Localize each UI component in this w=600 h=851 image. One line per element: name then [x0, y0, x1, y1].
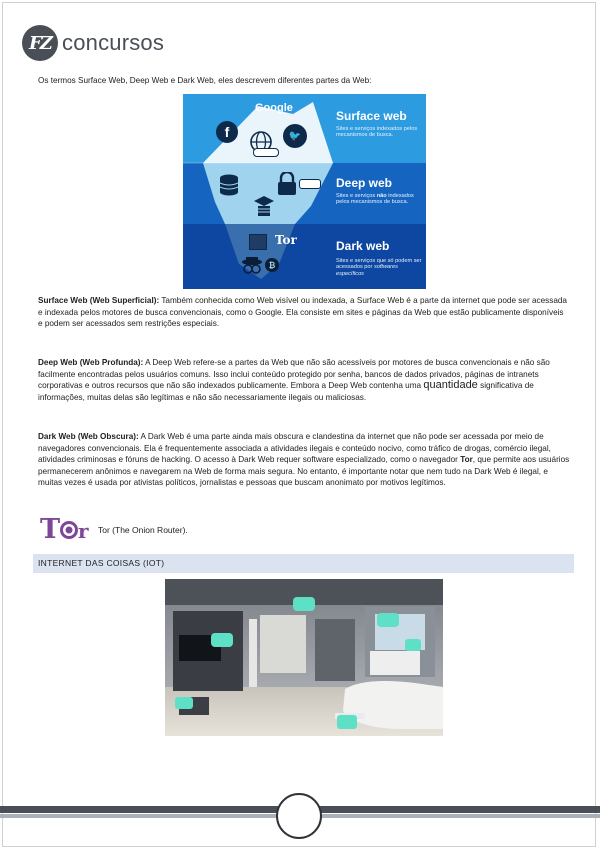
svg-text:r: r	[78, 519, 89, 543]
deep-web-desc-part2: indexados pelos mecanismos de busca.	[336, 193, 414, 206]
dark-web-text-1: A Dark Web é uma parte ainda mais obscura e clandestina da internet que não pode ser acessada por meio de navegadores convencionais. Ela é frequentemente associada a atividades ilegais e conteúdo nocivo, como tráfico de drogas, comércio ilegal, atividades criminosas e fóruns de hacking. O acesso à Dark Web requer software especializado, como o navegador	[38, 432, 551, 464]
deep-web-text-1: A Deep Web refere-se a partes da Web que não são acessíveis por motores de busca convencionais e não são facilmente encontradas pelos usuários comuns. Isso inclui conteúdo protegido por senha, bancos de dados privados, páginas de intranets corporativas e outros recursos que não são indexados publicamente. Embora a Deep Web contenha uma	[38, 358, 550, 390]
tor-label: Tor	[275, 233, 297, 247]
surface-web-paragraph	[38, 295, 570, 330]
section-title: INTERNET DAS COISAS (IOT)	[38, 558, 165, 568]
wifi-icon-lamp	[293, 597, 315, 611]
wifi-icon-ac	[377, 613, 399, 627]
google-logo: Google	[255, 102, 293, 114]
wifi-icon-tv	[211, 633, 233, 647]
logo	[22, 25, 164, 61]
dark-web-term: Dark Web (Web Obscura):	[38, 432, 139, 441]
wifi-icon-speaker	[405, 639, 421, 651]
deep-web-term: Deep Web (Web Profunda):	[38, 358, 144, 367]
browser-window-icon	[249, 234, 267, 250]
deep-web-text-big: quantidade	[423, 379, 478, 391]
dark-web-title: Dark web	[336, 239, 390, 253]
tor-caption: Tor (The Onion Router).	[98, 525, 188, 535]
dark-web-desc	[336, 258, 422, 277]
dark-web-tor: Tor	[460, 455, 473, 464]
deep-web-text-2: significativa de informações, muitas delas são legítimas e não são necessariamente ilegais ou maliciosas.	[38, 381, 534, 402]
section-header	[33, 554, 574, 573]
wifi-icon-device	[175, 697, 193, 709]
tor-onion-logo	[40, 514, 92, 544]
dark-web-paragraph	[38, 431, 570, 489]
surface-web-desc: Sites e serviços indexados pelos mecanismos de busca.	[336, 126, 418, 139]
deep-web-title: Deep web	[336, 176, 393, 190]
search-bar-icon	[253, 148, 279, 157]
surface-web-title: Surface web	[336, 109, 407, 123]
bitcoin-icon: ₿	[265, 258, 279, 272]
page-number-circle	[276, 793, 322, 839]
deep-web-desc	[336, 193, 422, 206]
spy-icon	[241, 256, 263, 281]
deep-web-desc-part1: Sites e serviços	[336, 193, 376, 199]
deep-web-paragraph	[38, 357, 570, 403]
web-layers-figure	[183, 94, 426, 289]
iot-room-image	[165, 579, 443, 736]
svg-text:T: T	[40, 514, 61, 544]
lock-icon	[276, 172, 298, 201]
facebook-icon: f	[216, 121, 238, 143]
dark-web-desc-part1: Sites e serviços que só podem ser acessados por	[336, 258, 422, 271]
tor-logo	[40, 514, 92, 549]
deep-web-desc-not: não	[376, 193, 387, 199]
dark-web-text-2: , que permite aos usuários permanecerem anônimos e navegarem na Web de forma mais segura. No entanto, é importante notar que nem tudo na Dark Web é ilegal, e muitas vezes é usada por ativistas políticos, jornalistas e pessoas que buscam anonimato por motivos legítimos.	[38, 455, 570, 487]
logo-text: concursos	[62, 30, 165, 55]
wifi-icon-tablet	[337, 715, 357, 729]
password-field-icon	[299, 179, 321, 189]
database-icon	[219, 174, 239, 201]
surface-web-text: Também conhecida como Web visível ou indexada, a Surface Web é a parte da internet que pode ser acessada e indexada pelos motores de busca convencionais, como o Google. Ela consiste em sites e páginas da Web que estão publicamente disponíveis e podem ser acessados sem restrições especiais.	[38, 296, 567, 328]
dark-web-desc-part2: softwares específicos	[336, 264, 398, 277]
logo-mark: FZ	[22, 25, 58, 61]
graduation-cap-icon	[253, 194, 275, 223]
surface-web-term: Surface Web (Web Superficial):	[38, 296, 160, 305]
intro-text: Os termos Surface Web, Deep Web e Dark Web, eles descrevem diferentes partes da Web:	[38, 76, 372, 85]
twitter-icon: 🐦	[283, 124, 307, 148]
